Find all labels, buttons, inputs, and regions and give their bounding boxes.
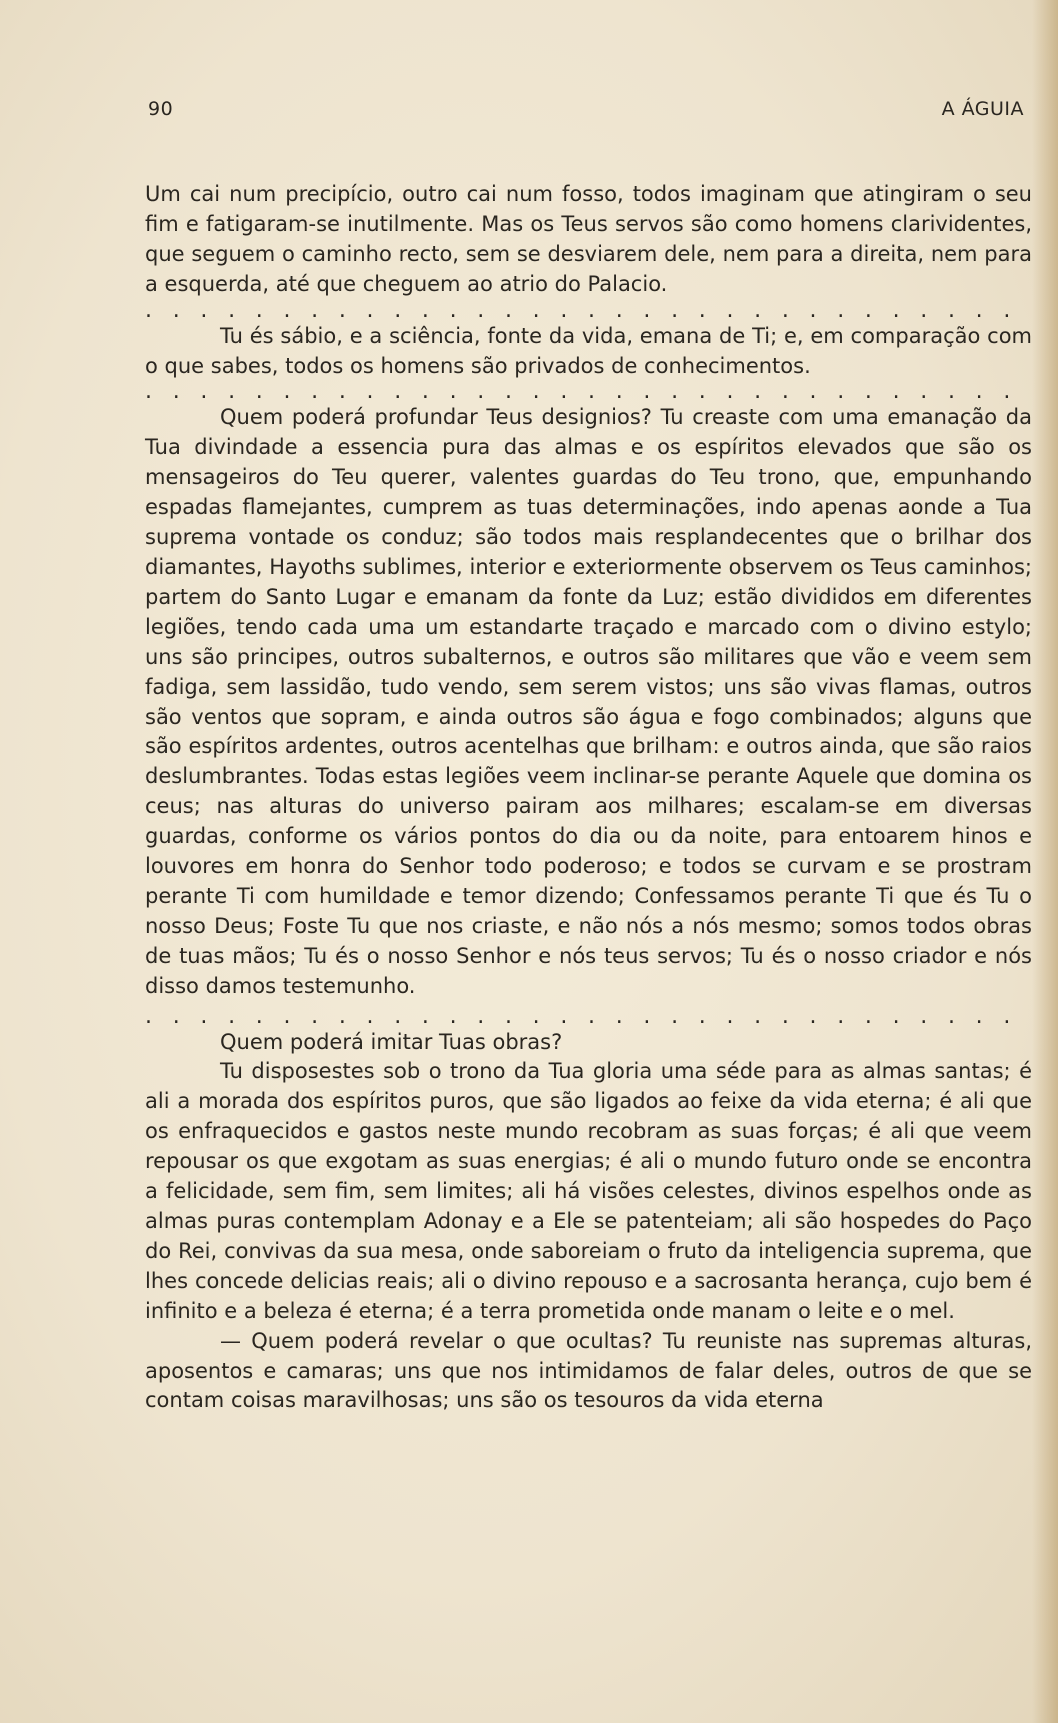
ellipsis-separator: . . . . . . . . . . . . . . . . . . . . . . . . . . . . . . . . xyxy=(145,381,1011,404)
page-edge-shadow xyxy=(1032,0,1058,1723)
paragraph-4: Quem poderá imitar Tuas obras? xyxy=(220,1029,563,1054)
paragraph-1: Um cai num precipício, outro cai num fosso, todos imaginam que atingiram o seu fim e fatigaram-se inutilmente. Mas os Teus servos são como homens clarividentes, que seguem o caminho recto, sem se desviarem dele, nem para a direita, nem para a esquerda, até que cheguem ao atrio do Palacio. xyxy=(145,182,1032,296)
paragraph-5: Tu disposestes sob o trono da Tua gloria uma séde para as almas santas; é ali a morada dos espíritos puros, que são ligados ao feixe da vida eterna; é ali que os enfraquecidos e gastos neste mundo recobram as suas forças; é ali que veem repousar os que exgotam as suas energias; é ali o mundo futuro onde se encontra a felicidade, sem fim, sem limites; ali há visões celestes, divinos espelhos onde as almas puras contemplam Adonay e a Ele se patenteiam; ali são hospedes do Paço do Rei, convivas da sua mesa, onde saboreiam o fruto da inteligencia suprema, que lhes concede delicias reais; ali o divino repouso e a sacrosanta herança, cujo bem é infinito e a beleza é eterna; é a terra prometida onde manam o leite e o mel. xyxy=(145,1059,1032,1323)
paragraph-6: — Quem poderá revelar o que ocultas? Tu reuniste nas supremas alturas, aposentos e camaras; uns que nos intimidamos de falar deles, outros de que se contam coisas maravilhosas; uns são os tesouros da vida eterna xyxy=(145,1328,1032,1413)
paragraph-2: Tu és sábio, e a sciência, fonte da vida, emana de Ti; e, em comparação com o que sabes, todos os homens são privados de conhecimentos. xyxy=(145,323,1032,378)
page-number: 90 xyxy=(148,98,174,120)
ellipsis-separator: . . . . . . . . . . . . . . . . . . . . . . . . . . . . . . . . xyxy=(145,299,1011,322)
ellipsis-separator: . . . . . . . . . . . . . . . . . . . . . . . . . . . . . . . . xyxy=(145,1005,1011,1028)
body-text xyxy=(145,180,1032,1416)
paragraph-3: Quem poderá profundar Teus designios? Tu creaste com uma emanação da Tua divindade a essencia pura das almas e os espíritos elevados que são os mensageiros do Teu querer, valentes guardas do Teu trono, que, empunhando espadas flamejantes, cumprem as tuas determinações, indo apenas aonde a Tua suprema vontade os conduz; são todos mais resplandecentes que o brilhar dos diamantes, Hayoths sublimes, interior e exteriormente observem os Teus caminhos; partem do Santo Lugar e emanam da fonte da Luz; estão divididos em diferentes legiões, tendo cada uma um estandarte traçado e marcado com o divino estylo; uns são principes, outros subalternos, e outros são militares que vão e veem sem fadiga, sem lassidão, tudo vendo, sem serem vistos; uns são vivas flamas, outros são ventos que sopram, e ainda outros são água e fogo combinados; alguns que são espíritos ardentes, outros acentelhas que brilham: e outros ainda, que são raios deslumbrantes. Todas estas legiões veem inclinar-se perante Aquele que domina os ceus; nas alturas do universo pairam aos milhares; escalam-se em diversas guardas, conforme os vários pontos do dia ou da noite, para entoarem hinos e louvores em honra do Senhor todo poderoso; e todos se curvam e se prostram perante Ti com humildade e temor dizendo; Confessamos perante Ti que és Tu o nosso Deus; Foste Tu que nos criaste, e não nós a nós mesmo; somos todos obras de tuas mãos; Tu és o nosso Senhor e nós teus servos; Tu és o nosso criador e nós disso damos testemunho. xyxy=(145,405,1032,998)
running-title: A ÁGUIA xyxy=(941,98,1024,120)
